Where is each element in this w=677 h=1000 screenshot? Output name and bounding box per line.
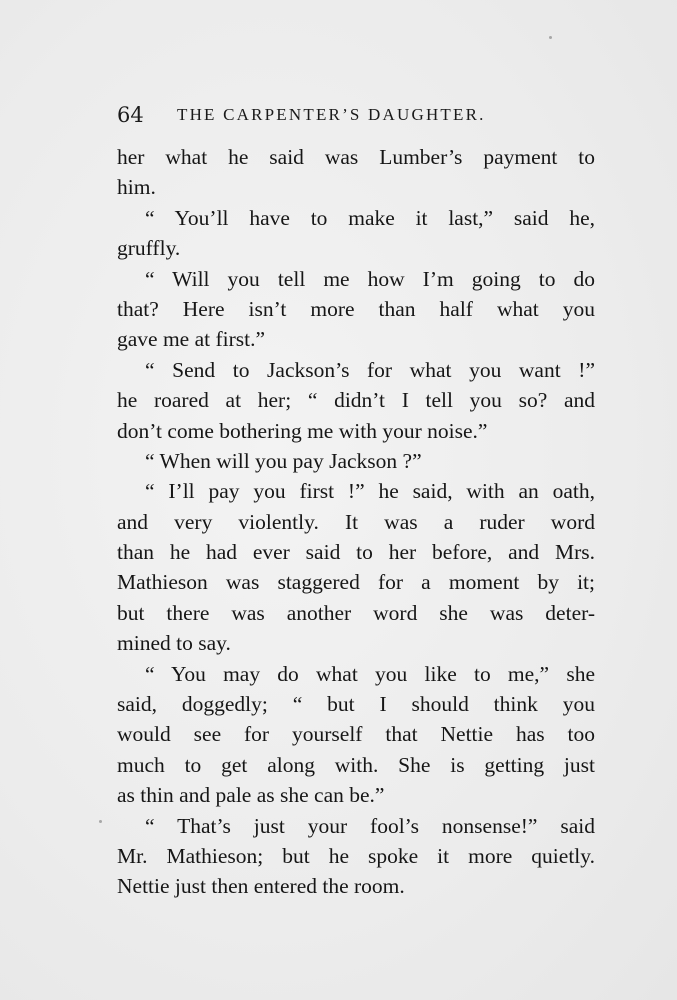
text-line: Mathieson was staggered for a moment by it; <box>117 570 595 595</box>
text-line: “ You may do what you like to me,” she <box>145 661 595 686</box>
text-line: Nettie just then entered the room. <box>117 874 405 899</box>
text-line: “ Send to Jackson’s for what you want !” <box>145 357 595 382</box>
text-line: Mr. Mathieson; but he spoke it more quietly. <box>117 843 595 868</box>
running-title: THE CARPENTER’S DAUGHTER. <box>177 105 486 124</box>
text-line: said, doggedly; “ but I should think you <box>117 692 595 717</box>
text-line: mined to say. <box>117 631 231 656</box>
paper-speck <box>99 820 102 823</box>
text-line: him. <box>117 175 156 200</box>
text-line: “ That’s just your fool’s nonsense!” said <box>145 813 595 838</box>
running-head <box>117 100 597 130</box>
text-line: “ When will you pay Jackson ?” <box>145 448 422 473</box>
body-text <box>117 142 595 902</box>
text-line: don’t come bothering me with your noise.” <box>117 418 488 443</box>
text-line: “ You’ll have to make it last,” said he, <box>145 205 595 230</box>
text-line: gruffly. <box>117 236 181 261</box>
paper-speck <box>549 36 552 39</box>
text-line: would see for yourself that Nettie has too <box>117 722 595 747</box>
text-line: he roared at her; “ didn’t I tell you so? and <box>117 388 595 413</box>
text-line: “ I’ll pay you first !” he said, with an oath, <box>145 479 595 504</box>
text-line: gave me at first.” <box>117 327 266 352</box>
text-line: much to get along with. She is getting just <box>117 752 595 777</box>
text-line: as thin and pale as she can be.” <box>117 783 385 808</box>
text-line: that? Here isn’t more than half what you <box>117 296 595 321</box>
page-number: 64 <box>117 103 144 127</box>
text-line: but there was another word she was deter- <box>117 600 595 625</box>
text-line: than he had ever said to her before, and Mrs. <box>117 540 595 565</box>
text-line: “ Will you tell me how I’m going to do <box>145 266 595 291</box>
text-line: and very violently. It was a ruder word <box>117 509 595 534</box>
text-line: her what he said was Lumber’s payment to <box>117 145 595 169</box>
